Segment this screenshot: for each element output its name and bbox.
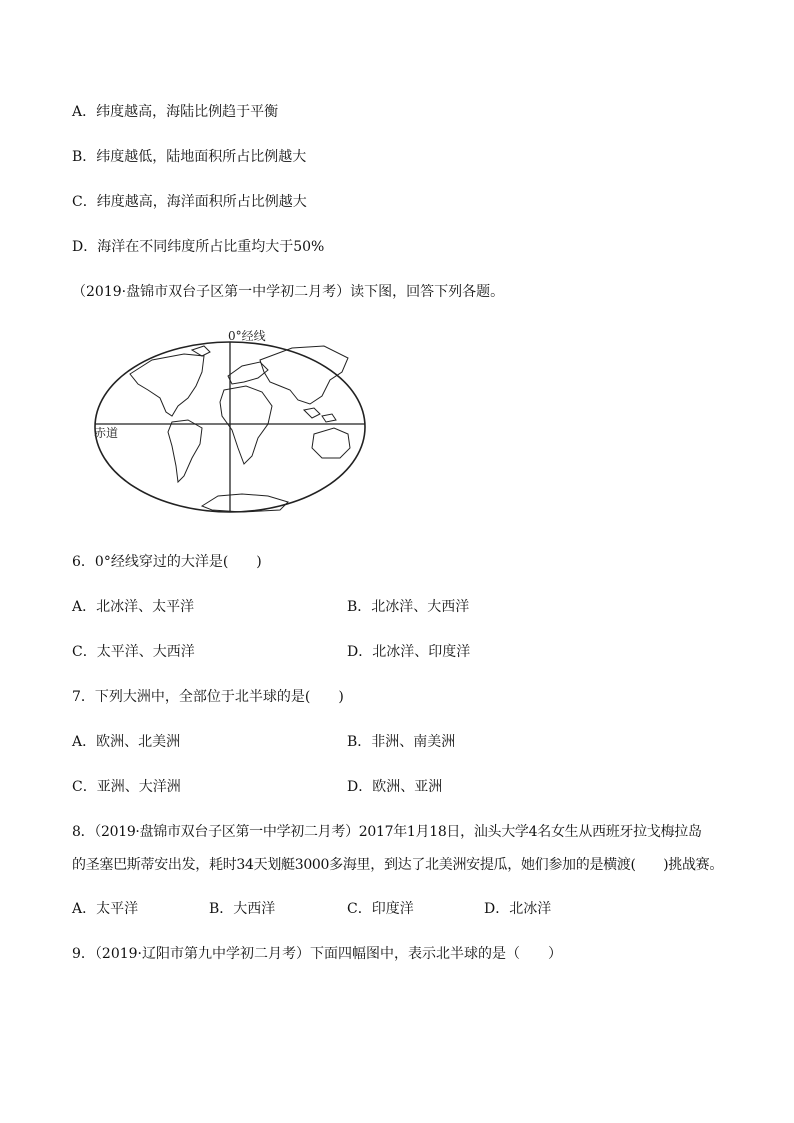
q5-option-b: B．纬度越低，陆地面积所占比例越大: [72, 149, 307, 165]
q9-stem: 9．（2019·辽阳市第九中学初二月考）下面四幅图中，表示北半球的是（ ）: [72, 946, 562, 962]
q8-option-a: A．太平洋: [72, 901, 139, 917]
q8-stem-line2: 的圣塞巴斯蒂安出发，耗时34天划艇3000多海里，到达了北美洲安提瓜，她们参加的是横渡( )挑战赛。: [72, 857, 724, 873]
antarctica-outline: [202, 494, 288, 512]
q8-stem-line1: 8．（2019·盘锦市双台子区第一中学初二月考）2017年1月18日，汕头大学4名女生从西班牙拉戈梅拉岛: [72, 824, 702, 840]
q6-option-d: D．北冰洋、印度洋: [347, 644, 471, 660]
q8-option-d: D．北冰洋: [484, 901, 552, 917]
q6-option-c: C．太平洋、大西洋: [72, 644, 195, 660]
q5-option-a: A．纬度越高，海陆比例趋于平衡: [72, 104, 279, 120]
world-map-figure: [92, 326, 368, 522]
q6-stem: 6．0°经线穿过的大洋是( ): [72, 554, 262, 570]
greenland-outline: [192, 346, 210, 356]
q7-stem: 7．下列大洲中，全部位于北半球的是( ): [72, 689, 344, 705]
q7-option-a: A．欧洲、北美洲: [72, 734, 181, 750]
q7-option-b: B．非洲、南美洲: [347, 734, 456, 750]
south-america-outline: [168, 420, 202, 482]
africa-outline: [220, 386, 272, 464]
q8-option-b: B．大西洋: [209, 901, 276, 917]
q5-option-d: D．海洋在不同纬度所占比重均大于50%: [72, 239, 325, 255]
australia-outline: [312, 428, 350, 458]
equator-label: 赤道: [94, 426, 119, 440]
q5-option-c: C．纬度越高，海洋面积所占比例越大: [72, 194, 307, 210]
q7-option-d: D．欧洲、亚洲: [347, 779, 443, 795]
islands-outline: [304, 408, 336, 422]
q6-option-b: B．北冰洋、大西洋: [347, 599, 470, 615]
asia-outline: [260, 346, 348, 404]
passage-intro: （2019·盘锦市双台子区第一中学初二月考）读下图，回答下列各题。: [72, 284, 505, 300]
q8-option-c: C．印度洋: [347, 901, 414, 917]
meridian-label: 0°经线: [228, 329, 266, 343]
q6-option-a: A．北冰洋、太平洋: [72, 599, 195, 615]
q7-option-c: C．亚洲、大洋洲: [72, 779, 181, 795]
